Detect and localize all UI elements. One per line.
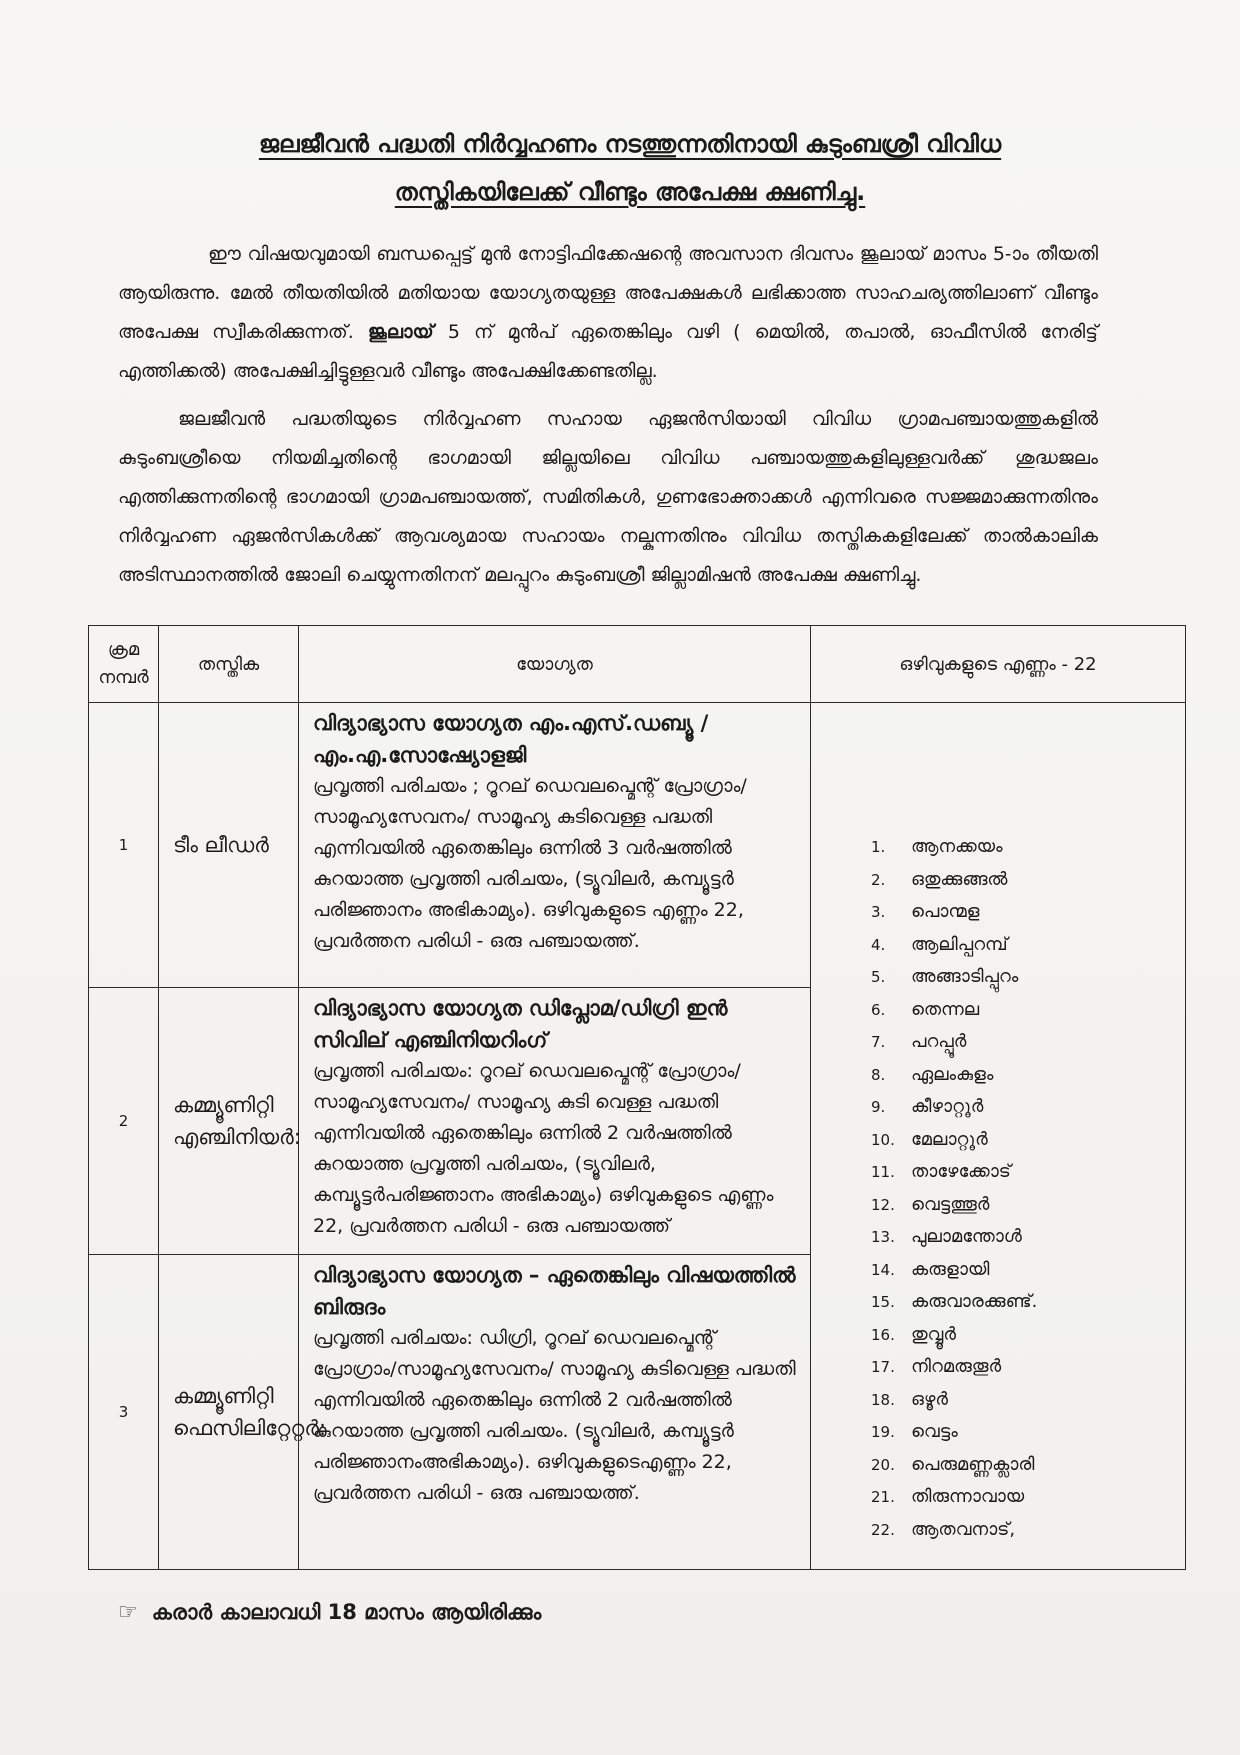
place-number: 13. [871, 1228, 895, 1247]
header-serial-line-1: ക്രമ [107, 639, 140, 661]
place-name: അങ്ങാടിപ്പുറം [911, 966, 1019, 988]
header-serial-line-2: നമ്പർ [98, 667, 149, 689]
place-name: നിറമരുതൂർ [911, 1356, 1002, 1378]
list-item [871, 1026, 1185, 1059]
list-item [871, 1091, 1185, 1124]
list-item [871, 1384, 1185, 1417]
place-number: 9. [871, 1098, 886, 1117]
place-name: മേലാറ്റൂർ [911, 1128, 988, 1150]
list-item [871, 1254, 1185, 1287]
list-item [871, 1059, 1185, 1092]
place-number: 6. [871, 1000, 886, 1019]
places-list [811, 831, 1185, 1546]
place-name: ആലിപ്പറമ്പ് [911, 933, 1008, 955]
contract-duration-note [118, 1600, 541, 1625]
place-number: 12. [871, 1195, 895, 1214]
contract-duration-text: കരാർ കാലാവധി 18 മാസം ആയിരിക്കും [151, 1600, 542, 1624]
row-post: കമ്മ്യൂണിറ്റി എഞ്ചിനിയർ: [159, 988, 299, 1255]
list-item [871, 929, 1185, 962]
qualification-body: പ്രവൃത്തി പരിചയം ; റൂറല് ഡെവലപ്മെന്റ് പ്രോഗ്രാം/സാമൂഹ്യസേവനം/ സാമൂഹ്യ കുടിവെള്ള പദ്ധതി എന്നിവയിൽ ഏതെങ്കിലും ഒന്നിൽ 3 വർഷത്തിൽ കുറയാത്ത പ്രവൃത്തി പരിചയം, (ട്യൂവിലർ, കമ്പ്യൂട്ടർ പരിജ്ഞാനം അഭികാമ്യം). ഒഴിവുകളുടെ എണ്ണം 22, പ്രവർത്തന പരിധി - ഒരു പഞ്ചായത്ത്. [313, 775, 747, 953]
document-title [150, 120, 1110, 216]
list-item [871, 864, 1185, 897]
place-name: താഴേക്കോട് [911, 1161, 1011, 1183]
row-qualification [299, 703, 811, 988]
header-vacancies: ഒഴിവുകളുടെ എണ്ണം - 22 [811, 626, 1186, 703]
row-qualification [299, 988, 811, 1255]
place-name: ആതവനാട്, [911, 1518, 1016, 1540]
place-number: 16. [871, 1325, 895, 1344]
place-number: 22. [871, 1520, 895, 1539]
place-name: തിരുന്നാവായ [911, 1486, 1025, 1508]
paragraph-1-bold: ജൂലായ് [367, 321, 434, 343]
list-item [871, 831, 1185, 864]
header-serial-number [89, 626, 159, 703]
row-number: 2 [89, 988, 159, 1255]
header-post: തസ്തിക [159, 626, 299, 703]
list-item [871, 1416, 1185, 1449]
place-number: 4. [871, 935, 886, 954]
row-number: 1 [89, 703, 159, 988]
place-number: 14. [871, 1260, 895, 1279]
row-post: കമ്മ്യൂണിറ്റി ഫെസിലിറ്റേറ്റർ: [159, 1254, 299, 1569]
qualification-body: പ്രവൃത്തി പരിചയം: ഡിഗ്രി, റൂറല് ഡെവലപ്മെന്റ് പ്രോഗ്രാം/സാമൂഹ്യസേവനം/ സാമൂഹ്യ കുടിവെള്ള പദ്ധതി എന്നിവയിൽ ഏതെങ്കിലും ഒന്നിൽ 2 വർഷത്തിൽ കുറയാത്ത പ്രവൃത്തി പരിചയം. (ട്യൂവിലർ, കമ്പ്യൂട്ടർ പരിജ്ഞാനംഅഭികാമ്യം). ഒഴിവുകളുടെഎണ്ണം 22, പ്രവർത്തന പരിധി - ഒരു പഞ്ചായത്ത്. [313, 1326, 796, 1504]
place-name: കരുവാരക്കുണ്ട്. [911, 1291, 1038, 1313]
table-header-row [89, 626, 1186, 703]
list-item [871, 1319, 1185, 1352]
vacancy-places-cell [811, 703, 1186, 1570]
place-number: 19. [871, 1423, 895, 1442]
place-number: 15. [871, 1293, 895, 1312]
list-item [871, 1156, 1185, 1189]
pointing-hand-icon: ☞ [118, 1600, 138, 1625]
vacancy-table [88, 625, 1186, 1570]
header-qualification: യോഗ്യത [299, 626, 811, 703]
qualification-heading: വിദ്യാഭ്യാസ യോഗ്യത എം.എസ്.ഡബ്യൂ /എം.എ.സോഷ്യോളജി [313, 711, 709, 768]
list-item [871, 1351, 1185, 1384]
place-number: 2. [871, 870, 886, 889]
list-item [871, 1514, 1185, 1547]
list-item [871, 1449, 1185, 1482]
row-post: ടീം ലീഡർ [159, 703, 299, 988]
place-name: തെന്നല [911, 998, 980, 1020]
place-name: വെട്ടം [911, 1421, 958, 1443]
place-name: കരുളായി [911, 1258, 990, 1280]
place-name: പെരുമണ്ണക്ലാരി [911, 1453, 1035, 1475]
place-name: ഒതുക്കുങ്ങൽ [911, 868, 1008, 890]
paragraph-description: ജലജീവൻ പദ്ധതിയുടെ നിർവ്വഹണ സഹായ ഏജൻസിയായി വിവിധ ഗ്രാമപഞ്ചായത്തുകളിൽ കുടുംബശ്രീയെ നിയമിച്ചതിന്റെ ഭാഗമായി ജില്ലയിലെ വിവിധ പഞ്ചായത്തുകളിലുള്ളവർക്ക് ശുദ്ധജലം എത്തിക്കുന്നതിന്റെ ഭാഗമായി ഗ്രാമപഞ്ചായത്ത്, സമിതികൾ, ഗുണഭോക്താക്കൾ എന്നിവരെ സജ്ജമാക്കുന്നതിനും നിർവ്വഹണ ഏജൻസികൾക്ക് ആവശ്യമായ സഹായം നല്കുന്നതിനും വിവിധ തസ്തികകളിലേക്ക് താൽകാലിക അടിസ്ഥാനത്തിൽ ജോലി ചെയ്യുന്നതിനന് മലപ്പുറം കുടുംബശ്രീ ജില്ലാമിഷൻ അപേക്ഷ ക്ഷണിച്ചു. [118, 408, 1098, 586]
list-item [871, 1221, 1185, 1254]
place-name: പറപ്പൂർ [911, 1031, 967, 1053]
place-number: 8. [871, 1065, 886, 1084]
place-number: 3. [871, 903, 886, 922]
paragraph-notification [118, 235, 1098, 391]
list-item [871, 896, 1185, 929]
place-number: 17. [871, 1358, 895, 1377]
list-item [871, 1286, 1185, 1319]
place-number: 5. [871, 968, 886, 987]
place-name: ആനക്കയം [911, 836, 1003, 858]
row-number: 3 [89, 1254, 159, 1569]
place-name: ഏലംകുളം [911, 1063, 994, 1085]
place-name: പുലാമന്തോൾ [911, 1226, 1022, 1248]
qualification-heading: വിദ്യാഭ്യാസ യോഗ്യത ഡിപ്ലോമ/ഡിഗ്രി ഇൻ സിവില് എഞ്ചിനിയറിംഗ് [313, 996, 728, 1053]
table-row [89, 703, 1186, 988]
place-name: വെട്ടത്തൂർ [911, 1193, 990, 1215]
place-number: 18. [871, 1390, 895, 1409]
title-line-1: ജലജീവൻ പദ്ധതി നിർവ്വഹണം നടത്തുന്നതിനായി കുടുംബശ്രീ വിവിധ [258, 130, 1002, 158]
list-item [871, 1481, 1185, 1514]
list-item [871, 1189, 1185, 1222]
place-number: 7. [871, 1033, 886, 1052]
place-number: 11. [871, 1163, 895, 1182]
list-item [871, 1124, 1185, 1157]
paragraph-1-text-a: ഈ വിഷയവുമായി ബന്ധപ്പെട്ട് മുൻ നോട്ടിഫിക്കേഷന്റെ അവസാന ദിവസം ജൂലായ് മാസം 5-ാം തീയതി ആയിരുന്നു. മേൽ തീയതിയിൽ മതിയായ യോഗ്യതയുള്ള അപേക്ഷകൾ ലഭിക്കാത്ത സാഹചര്യത്തിലാണ് വീണ്ടും അപേക്ഷ സ്വീകരിക്കുന്നത്. [118, 243, 1098, 343]
place-name: തുവ്വൂർ [911, 1323, 956, 1345]
place-name: കീഴാറ്റൂർ [911, 1096, 984, 1118]
place-number: 1. [871, 838, 886, 857]
paragraph-1-text-b: 5 ന് മുൻപ് ഏതെങ്കിലും വഴി ( മെയിൽ, തപാൽ, ഓഫീസിൽ നേരിട്ട് എത്തിക്കൽ) അപേക്ഷിച്ചിട്ടുള്ളവർ വീണ്ടും അപേക്ഷിക്കേണ്ടതില്ല. [118, 321, 1098, 382]
qualification-body: പ്രവൃത്തി പരിചയം: റൂറല് ഡെവലപ്മെന്റ് പ്രോഗ്രാം/സാമൂഹ്യസേവനം/ സാമൂഹ്യ കുടി വെള്ള പദ്ധതി എന്നിവയിൽ ഏതെങ്കിലും ഒന്നിൽ 2 വർഷത്തിൽ കുറയാത്ത പ്രവൃത്തി പരിചയം, (ട്യൂവിലർ, കമ്പ്യൂട്ടർപരിജ്ഞാനം അഭികാമ്യം) ഒഴിവുകളുടെ എണ്ണം 22, പ്രവർത്തന പരിധി - ഒരു പഞ്ചായത്ത് [313, 1060, 774, 1238]
place-number: 21. [871, 1488, 895, 1507]
place-name: പൊന്മള [911, 901, 980, 923]
title-line-2: തസ്തികയിലേക്ക് വീണ്ടും അപേക്ഷ ക്ഷണിച്ചു. [394, 178, 866, 206]
qualification-heading: വിദ്യാഭ്യാസ യോഗ്യത – ഏതെങ്കിലും വിഷയത്തിൽ ബിരുദം [313, 1262, 796, 1319]
place-number: 20. [871, 1455, 895, 1474]
place-name: ഒഴൂർ [911, 1388, 948, 1410]
row-qualification [299, 1254, 811, 1569]
place-number: 10. [871, 1130, 895, 1149]
list-item [871, 994, 1185, 1027]
list-item [871, 961, 1185, 994]
